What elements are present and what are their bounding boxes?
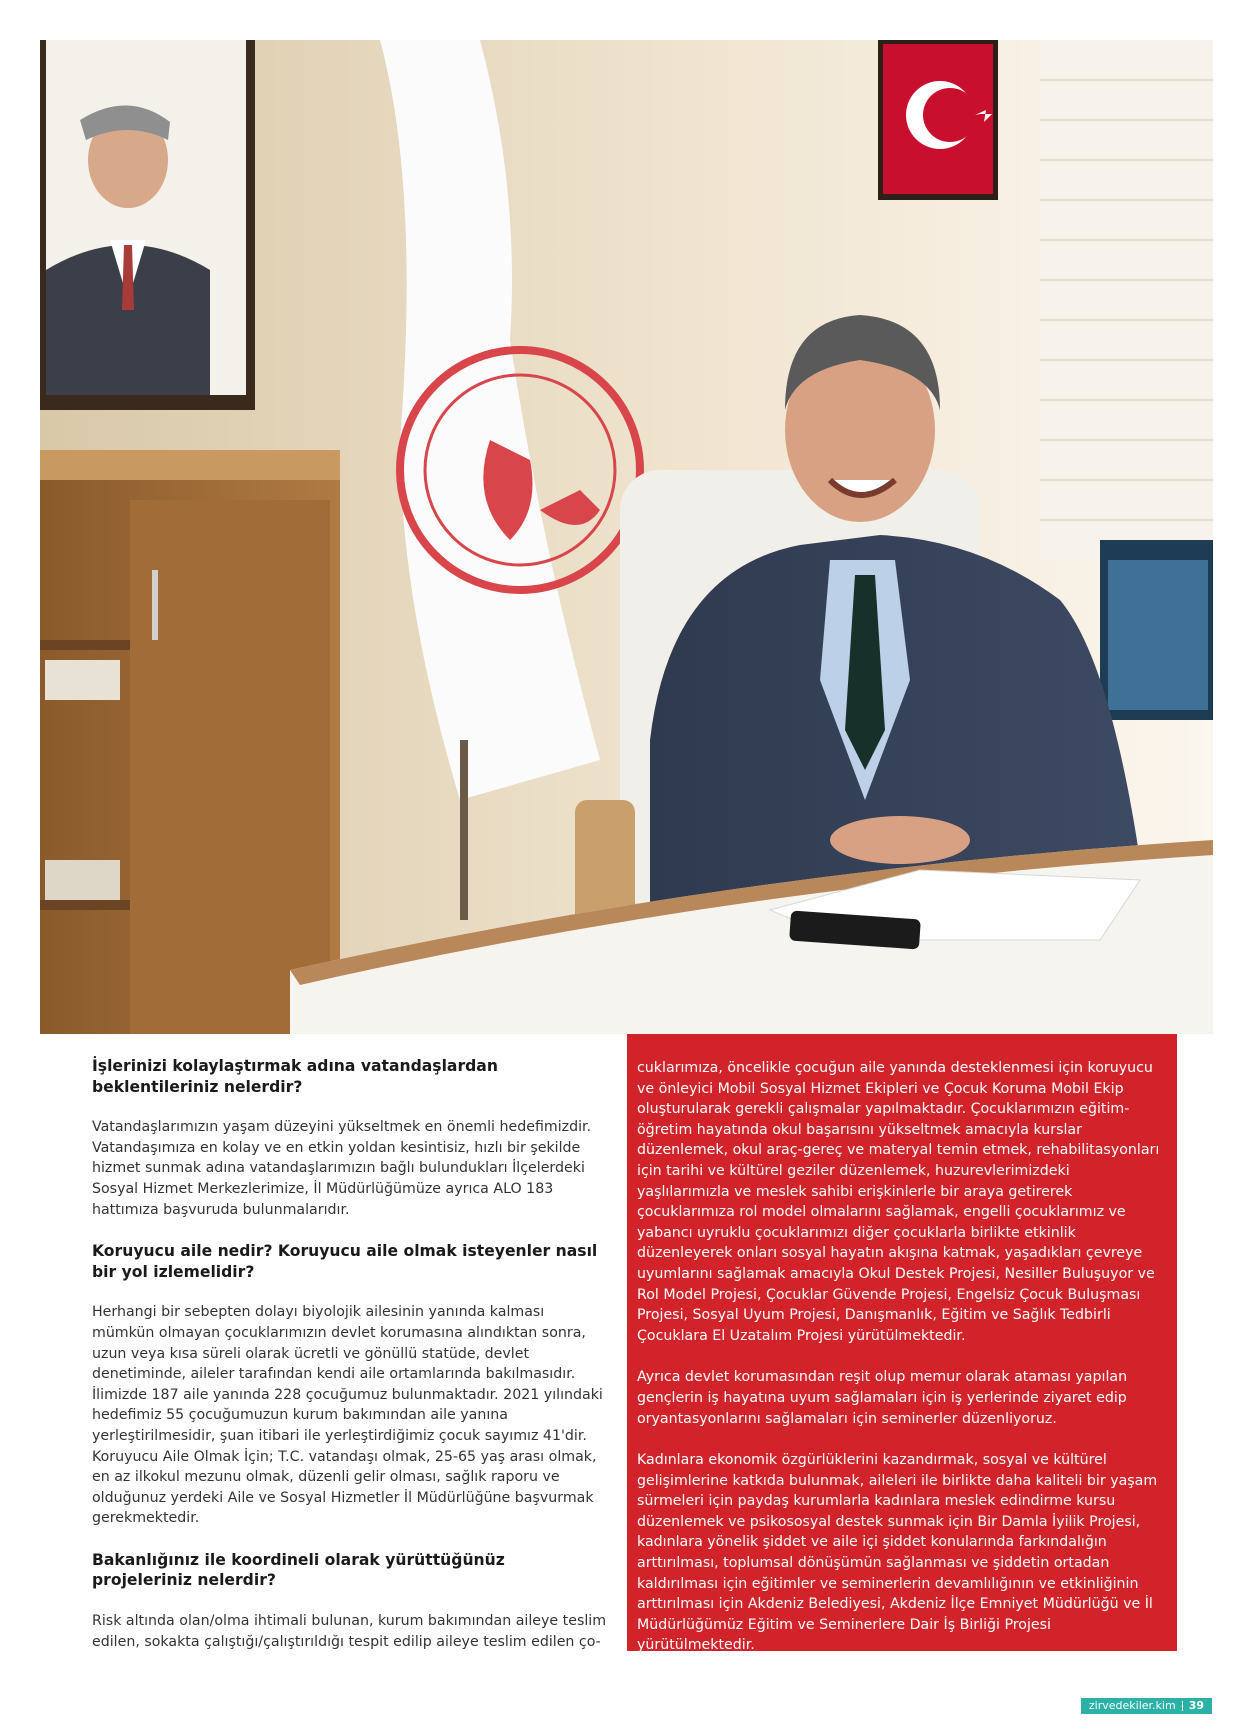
- page-footer: [1081, 1698, 1212, 1714]
- left-column: [92, 1056, 610, 1652]
- footer-divider: [1182, 1701, 1183, 1711]
- question-heading: Bakanlığınız ile koordineli olarak yürüttüğünüz projeleriniz nelerdir?: [92, 1550, 505, 1590]
- panel-paragraph: Ayrıca devlet korumasından reşit olup memur olarak ataması yapılan gençlerin iş hayatına uyum sağlamaları için iş yerlerinde ziyaret edip oryantasyonlarını sağlamaları için seminerler düzenliyoruz.: [637, 1369, 1128, 1427]
- portrait-photo: [40, 40, 1213, 1034]
- panel-paragraph: Kadınlara ekonomik özgürlüklerini kazandırmak, sosyal ve kültürel gelişimlerine katkıda bulunmak, aileleri ile birlikte daha kaliteli bir yaşam sürmeleri için paydaş kurumlarla kadınlara meslek edindirme kursu düzenlemek ve psikososyal destek sunmak için Bir Damla İyilik Projesi, kadınlara yönelik şiddet ve aile içi şiddet konularında farkındalığın arttırılması, toplumsal dönüşümün sağlanması ve şiddetin ortadan kaldırılması için eğitimler ve seminerlerin devamlılığının ve etkinliğinin arttırılması için Akdeniz Belediyesi, Akdeniz İlçe Emniyet Müdürlüğü ve İl Müdürlüğümüz Eğitim ve Seminerlere Dair İş Birliği Projesi yürütülmektedir.: [637, 1452, 1158, 1654]
- page-number: 39: [1188, 1699, 1204, 1712]
- answer-paragraph: Herhangi bir sebepten dolayı biyolojik ailesinin yanında kalması mümkün olmayan çocuklarımızın devlet korumasına alındıktan sonra, uzun veya kısa süreli olarak ücretli ve gönüllü statüde, devlet denetiminde, aileler tarafından kendi aile ortamlarında bakılmasıdır. İlimizde 187 aile yanında 228 çocuğumuz bulunmaktadır. 2021 yılındaki hedefimiz 55 çocuğumuzun kurum bakımından aile yanına yerleştirilmesidir, şuan itibari ile yerleştirdiğimiz çocuk sayımız 41'dir. Koruyucu Aile Olmak İçin; T.C. vatandaşı olmak, 25-65 yaş arası olmak, en az ilkokul mezunu olmak, düzenli gelir olması, sağlık raporu ve olduğunuz yerdeki Aile ve Sosyal Hizmetler İl Müdürlüğüne başvurmak gerekmektedir.: [92, 1304, 603, 1527]
- site-name: zirvedekiler.kim: [1088, 1699, 1176, 1712]
- answer-paragraph: Risk altında olan/olma ihtimali bulunan, kurum bakımından aileye teslim edilen, sokakta çalıştığı/çalıştırıldığı tespit edilip aileye teslim edilen ço-: [92, 1613, 607, 1650]
- panel-paragraph: cuklarımıza, öncelikle çocuğun aile yanında desteklenmesi için koruyucu ve önleyici Mobil Sosyal Hizmet Ekipleri ve Çocuk Koruma Mobil Ekip oluşturularak gerekli çalışmalar yapılmaktadır. Çocuklarımızın eğitim-öğretim hayatında okul başarısını yükseltmek amacıyla kurslar düzenlemek, okul araç-gereç ve materyal temin etmek, rehabilitasyonları için tarihi ve kültürel geziler düzenlemek, huzurevlerimizdeki yaşlılarımızla ve meslek sahibi erişkinlerle bir araya getirerek çocuklarımıza rol model olmalarını sağlamak, engelli çocuklarımız ve yabancı uyruklu çocuklarımızı diğer çocuklarla birlikte etkinlik düzenleyerek onları sosyal hayatın akışına katmak, yaşadıkları çevreye uyumlarını sağlamak amacıyla Okul Destek Projesi, Nesiller Buluşuyor ve Rol Model Projesi, Çocuklar Güvende Projesi, Engelsiz Çocuk Buluşması Projesi, Sosyal Uyum Projesi, Danışmanlık, Eğitim ve Sağlık Tedbirli Çocuklara El Uzatalım Projesi yürütülmektedir.: [637, 1060, 1160, 1344]
- question-heading: Koruyucu aile nedir? Koruyucu aile olmak isteyenler nasıl bir yol izlemelidir?: [92, 1242, 598, 1281]
- red-text-panel: [627, 1034, 1177, 1654]
- question-heading: İşlerinizi kolaylaştırmak adına vatandaşlardan beklentileriniz nelerdir?: [92, 1057, 498, 1096]
- answer-paragraph: Vatandaşlarımızın yaşam düzeyini yükseltmek en önemli hedefimizdir. Vatandaşımıza en kolay ve en etkin yoldan kesintisiz, hızlı bir şekilde hizmet sunmak adına vatandaşlarımızın bağlı bulundukları İlçelerdeki Sosyal Hizmet Merkezlerimize, İl Müdürlüğümüze ayrıca ALO 183 hattımıza başvuruda bulunmalarıdır.: [92, 1119, 592, 1218]
